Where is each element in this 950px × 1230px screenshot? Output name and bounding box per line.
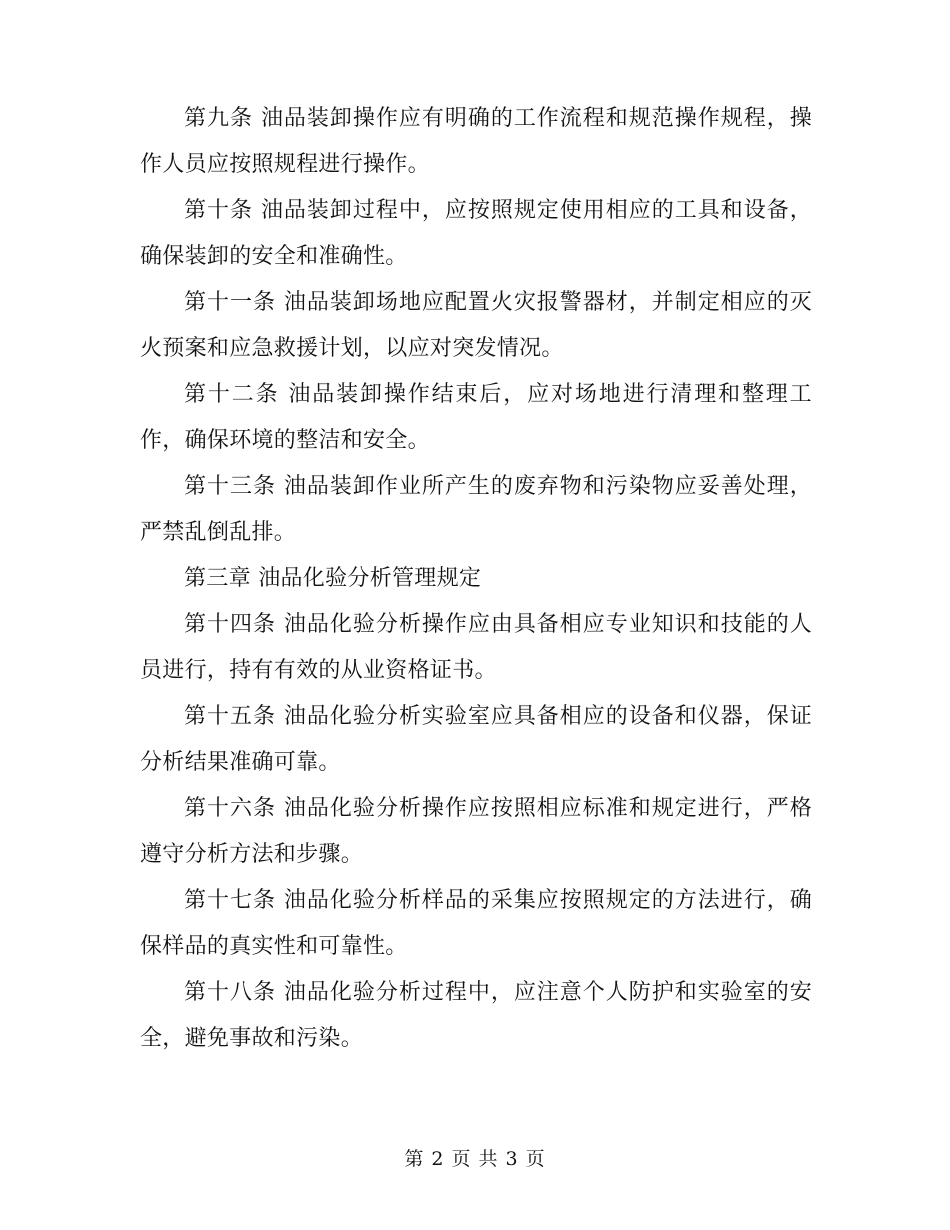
paragraph-article-18: 第十八条 油品化验分析过程中，应注意个人防护和实验室的安全，避免事故和污染。 [140,980,812,1051]
paragraph-article-15: 第十五条 油品化验分析实验室应具备相应的设备和仪器，保证分析结果准确可靠。 [140,704,812,775]
paragraph-article-12: 第十二条 油品装卸操作结束后，应对场地进行清理和整理工作，确保环境的整洁和安全。 [140,382,812,453]
page-number-footer: 第 2 页 共 3 页 [404,1148,546,1170]
document-body [140,96,812,1062]
paragraph-article-16: 第十六条 油品化验分析操作应按照相应标准和规定进行，严格遵守分析方法和步骤。 [140,796,812,867]
paragraph-article-13: 第十三条 油品装卸作业所产生的废弃物和污染物应妥善处理，严禁乱倒乱排。 [140,474,812,545]
paragraph-article-17: 第十七条 油品化验分析样品的采集应按照规定的方法进行，确保样品的真实性和可靠性。 [140,888,812,959]
paragraph-article-11: 第十一条 油品装卸场地应配置火灾报警器材，并制定相应的灭火预案和应急救援计划，以应对突发情况。 [140,290,812,361]
chapter-heading: 第三章 油品化验分析管理规定 [184,566,482,591]
paragraph-article-9: 第九条 油品装卸操作应有明确的工作流程和规范操作规程，操作人员应按照规程进行操作。 [140,106,812,177]
paragraph-article-10: 第十条 油品装卸过程中，应按照规定使用相应的工具和设备，确保装卸的安全和准确性。 [140,198,812,269]
paragraph-article-14: 第十四条 油品化验分析操作应由具备相应专业知识和技能的人员进行，持有有效的从业资格证书。 [140,612,812,683]
